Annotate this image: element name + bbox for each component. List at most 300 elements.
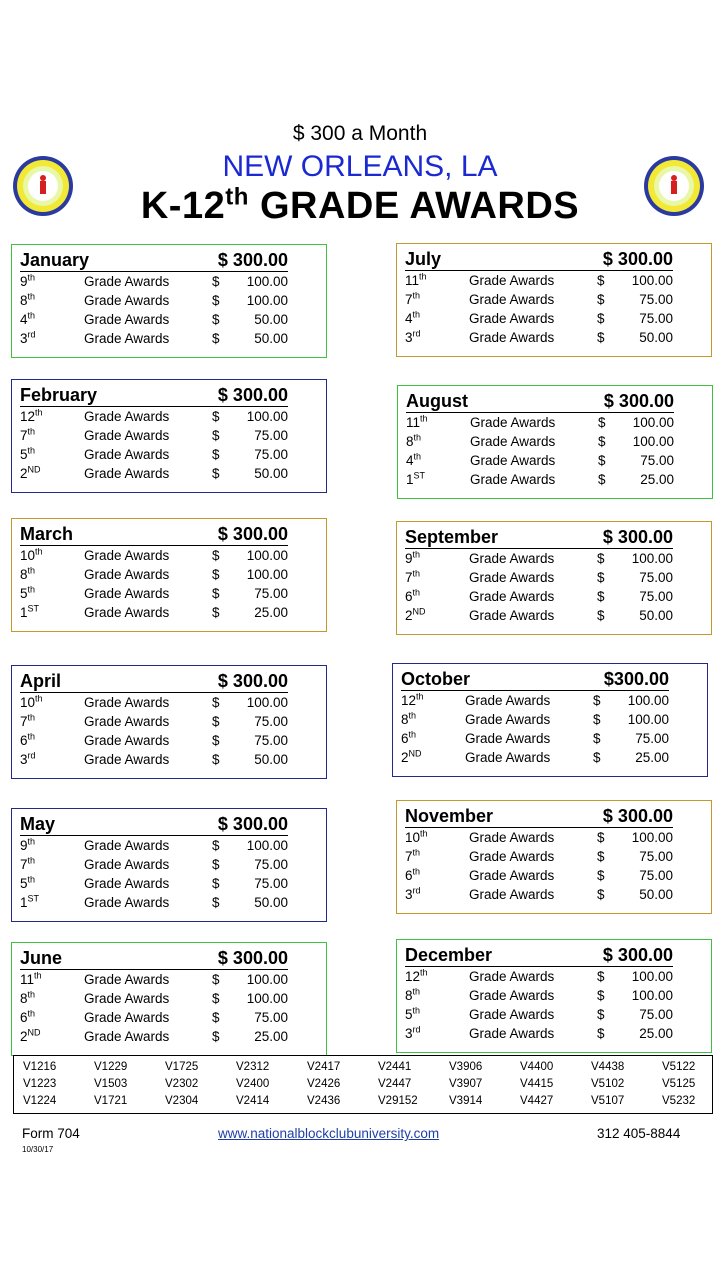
award-label: Grade Awards	[470, 472, 556, 487]
award-amount: 25.00	[639, 1026, 673, 1041]
award-amount: 75.00	[639, 868, 673, 883]
title-monthly-amount: $ 300 a Month	[292, 122, 428, 145]
award-row	[20, 565, 288, 584]
grade-suffix: th	[34, 970, 42, 981]
award-label: Grade Awards	[84, 695, 170, 710]
award-amount: 100.00	[246, 838, 288, 853]
month-total: $ 300.00	[602, 249, 673, 269]
award-amount: 25.00	[640, 472, 674, 487]
page-title	[0, 185, 720, 228]
dollar-sign: $	[212, 466, 220, 481]
award-label: Grade Awards	[469, 570, 555, 585]
award-label: Grade Awards	[469, 292, 555, 307]
grade-suffix: th	[27, 426, 36, 437]
grade-num: 1	[20, 895, 28, 910]
title-sup: th	[225, 183, 249, 211]
code-item: V1216	[23, 1061, 57, 1073]
grade-number	[401, 729, 465, 748]
grade-number	[405, 1005, 469, 1024]
code-item: V3906	[449, 1061, 483, 1073]
code-item: V1224	[23, 1095, 57, 1107]
grade-number	[405, 1024, 469, 1043]
award-row	[20, 874, 288, 893]
award-label: Grade Awards	[469, 988, 555, 1003]
award-amount: 50.00	[639, 330, 673, 345]
form-number: Form 704	[22, 1126, 80, 1141]
grade-number	[20, 565, 84, 584]
award-label: Grade Awards	[84, 838, 170, 853]
award-row	[20, 893, 288, 912]
award-label: Grade Awards	[469, 311, 555, 326]
award-amount: 75.00	[639, 589, 673, 604]
award-amount: 100.00	[632, 415, 674, 430]
code-item: V1725	[165, 1061, 199, 1073]
award-label: Grade Awards	[84, 714, 170, 729]
grade-suffix: th	[416, 691, 424, 702]
award-amount: 75.00	[254, 586, 288, 601]
code-item: V2436	[307, 1095, 341, 1107]
grade-number	[20, 750, 84, 769]
award-label: Grade Awards	[469, 1007, 555, 1022]
grade-suffix: th	[419, 271, 427, 282]
award-row	[20, 407, 288, 426]
grade-num: 12	[405, 969, 421, 984]
award-amount: 100.00	[631, 830, 673, 845]
grade-num: 2	[405, 608, 413, 623]
grade-num: 10	[20, 695, 36, 710]
grade-number	[405, 587, 469, 606]
dollar-sign: $	[212, 586, 220, 601]
grade-suffix: th	[27, 584, 36, 595]
dollar-sign: $	[212, 695, 220, 710]
month-card-march	[11, 518, 327, 632]
grade-number	[406, 413, 470, 432]
month-header	[401, 668, 669, 691]
award-row	[405, 328, 673, 347]
award-amount: 75.00	[254, 876, 288, 891]
month-name: September	[405, 527, 499, 547]
month-header	[405, 248, 673, 271]
grade-suffix: rd	[412, 328, 421, 339]
award-row	[405, 967, 673, 986]
code-item: V4400	[520, 1061, 554, 1073]
dollar-sign: $	[212, 447, 220, 462]
code-item: V5232	[662, 1095, 696, 1107]
grade-num: 7	[20, 428, 28, 443]
award-label: Grade Awards	[84, 857, 170, 872]
award-amount: 100.00	[246, 274, 288, 289]
dollar-sign: $	[597, 868, 605, 883]
award-label: Grade Awards	[470, 453, 556, 468]
dollar-sign: $	[597, 551, 605, 566]
grade-suffix: ND	[412, 606, 426, 617]
award-row	[401, 729, 669, 748]
award-amount: 100.00	[631, 273, 673, 288]
award-row	[405, 271, 673, 290]
grade-num: 3	[20, 331, 28, 346]
grade-number	[405, 606, 469, 625]
award-row	[405, 606, 673, 625]
award-amount: 75.00	[254, 428, 288, 443]
grade-number	[20, 603, 84, 622]
grade-num: 6	[405, 589, 413, 604]
month-name: August	[406, 391, 468, 411]
grade-number	[20, 546, 84, 565]
award-label: Grade Awards	[469, 589, 555, 604]
code-item: V1503	[94, 1078, 128, 1090]
dollar-sign: $	[597, 311, 605, 326]
month-name: April	[20, 671, 62, 691]
grade-suffix: th	[35, 546, 43, 557]
code-item: V1223	[23, 1078, 57, 1090]
code-item: V3914	[449, 1095, 483, 1107]
award-row	[405, 309, 673, 328]
website-link[interactable]: www.nationalblockclubuniversity.com	[218, 1126, 440, 1141]
month-header	[20, 947, 288, 970]
award-label: Grade Awards	[469, 1026, 555, 1041]
month-name: May	[20, 814, 56, 834]
award-label: Grade Awards	[84, 428, 170, 443]
dollar-sign: $	[597, 849, 605, 864]
grade-suffix: th	[408, 710, 417, 721]
grade-num: 9	[20, 274, 28, 289]
grade-number	[20, 464, 84, 483]
grade-number	[405, 967, 469, 986]
grade-suffix: th	[27, 310, 36, 321]
grade-num: 10	[405, 830, 421, 845]
grade-num: 7	[405, 570, 413, 585]
month-name: January	[20, 250, 90, 270]
grade-suffix: th	[27, 874, 36, 885]
month-card-november	[396, 800, 712, 914]
award-amount: 100.00	[631, 988, 673, 1003]
month-total: $ 300.00	[217, 814, 288, 834]
grade-suffix: th	[35, 407, 43, 418]
code-item: V3907	[449, 1078, 483, 1090]
dollar-sign: $	[593, 693, 601, 708]
grade-num: 5	[20, 586, 28, 601]
grade-num: 8	[406, 434, 414, 449]
grade-num: 7	[20, 714, 28, 729]
dollar-sign: $	[597, 570, 605, 585]
month-total: $ 300.00	[602, 945, 673, 965]
award-amount: 25.00	[254, 605, 288, 620]
award-label: Grade Awards	[84, 895, 170, 910]
month-total: $ 300.00	[217, 671, 288, 691]
month-total: $ 300.00	[217, 948, 288, 968]
grade-suffix: ND	[27, 1027, 41, 1038]
award-amount: 100.00	[246, 548, 288, 563]
award-row	[20, 989, 288, 1008]
grade-num: 11	[406, 415, 421, 430]
award-amount: 25.00	[254, 1029, 288, 1044]
grade-number	[20, 970, 84, 989]
month-card-september	[396, 521, 712, 635]
grade-suffix: rd	[27, 750, 36, 761]
grade-number	[20, 291, 84, 310]
grade-suffix: ND	[27, 464, 41, 475]
dollar-sign: $	[593, 731, 601, 746]
code-item: V2400	[236, 1078, 270, 1090]
award-amount: 50.00	[254, 895, 288, 910]
grade-number	[406, 432, 470, 451]
award-label: Grade Awards	[469, 830, 555, 845]
title-city: NEW ORLEANS, LA	[222, 150, 498, 183]
grade-suffix: th	[413, 451, 422, 462]
dollar-sign: $	[597, 273, 605, 288]
grade-suffix: th	[412, 986, 421, 997]
title-main: K-12	[140, 185, 226, 227]
grade-number	[20, 1027, 84, 1046]
award-label: Grade Awards	[84, 991, 170, 1006]
grade-number	[401, 710, 465, 729]
grade-suffix: th	[27, 731, 36, 742]
dollar-sign: $	[212, 331, 220, 346]
dollar-sign: $	[212, 838, 220, 853]
award-label: Grade Awards	[84, 447, 170, 462]
grade-number	[401, 748, 465, 767]
code-item: V4438	[591, 1061, 625, 1073]
grade-suffix: th	[27, 565, 36, 576]
dollar-sign: $	[212, 548, 220, 563]
grade-number	[20, 712, 84, 731]
award-row	[20, 464, 288, 483]
dollar-sign: $	[597, 887, 605, 902]
award-label: Grade Awards	[84, 567, 170, 582]
award-row	[405, 1005, 673, 1024]
award-label: Grade Awards	[469, 330, 555, 345]
grade-suffix: th	[412, 587, 421, 598]
award-amount: 100.00	[246, 293, 288, 308]
award-label: Grade Awards	[84, 605, 170, 620]
award-amount: 75.00	[640, 453, 674, 468]
month-card-february	[11, 379, 327, 493]
award-row	[405, 290, 673, 309]
award-row	[401, 710, 669, 729]
award-label: Grade Awards	[469, 849, 555, 864]
grade-num: 12	[20, 409, 36, 424]
dollar-sign: $	[597, 292, 605, 307]
award-label: Grade Awards	[84, 972, 170, 987]
award-row	[406, 413, 674, 432]
award-label: Grade Awards	[465, 731, 551, 746]
code-item: V1229	[94, 1061, 128, 1073]
award-amount: 75.00	[254, 733, 288, 748]
grade-suffix: th	[412, 847, 421, 858]
grade-suffix: rd	[27, 329, 36, 340]
month-header	[405, 526, 673, 549]
award-row	[20, 272, 288, 291]
month-total: $ 300.00	[603, 391, 674, 411]
award-row	[401, 748, 669, 767]
dollar-sign: $	[212, 428, 220, 443]
award-label: Grade Awards	[84, 274, 170, 289]
grade-num: 1	[406, 472, 414, 487]
award-amount: 100.00	[631, 551, 673, 566]
award-row	[405, 986, 673, 1005]
grade-number	[405, 986, 469, 1005]
award-row	[406, 451, 674, 470]
award-row	[20, 750, 288, 769]
month-header	[406, 390, 674, 413]
dollar-sign: $	[598, 415, 606, 430]
award-amount: 100.00	[627, 712, 669, 727]
grade-suffix: th	[27, 836, 36, 847]
award-row	[20, 855, 288, 874]
award-row	[406, 432, 674, 451]
award-amount: 50.00	[639, 887, 673, 902]
award-label: Grade Awards	[84, 331, 170, 346]
award-row	[20, 445, 288, 464]
dollar-sign: $	[597, 589, 605, 604]
grade-number	[20, 855, 84, 874]
code-item: V2414	[236, 1095, 270, 1107]
dollar-sign: $	[597, 1026, 605, 1041]
dollar-sign: $	[597, 1007, 605, 1022]
award-row	[405, 866, 673, 885]
form-date: 10/30/17	[22, 1145, 54, 1154]
grade-number	[20, 1008, 84, 1027]
month-total: $ 300.00	[602, 806, 673, 826]
award-label: Grade Awards	[84, 409, 170, 424]
award-row	[405, 885, 673, 904]
grade-suffix: th	[27, 445, 36, 456]
month-name: December	[405, 945, 493, 965]
grade-num: 2	[20, 466, 28, 481]
grade-suffix: th	[412, 866, 421, 877]
award-amount: 100.00	[246, 991, 288, 1006]
award-amount: 100.00	[246, 567, 288, 582]
grade-number	[20, 426, 84, 445]
award-label: Grade Awards	[84, 1010, 170, 1025]
grade-number	[20, 731, 84, 750]
dollar-sign: $	[597, 330, 605, 345]
grade-num: 4	[405, 311, 413, 326]
code-item: V2312	[236, 1061, 270, 1073]
award-amount: 50.00	[254, 312, 288, 327]
dollar-sign: $	[212, 895, 220, 910]
award-row	[20, 291, 288, 310]
code-item: V2417	[307, 1061, 341, 1073]
award-amount: 100.00	[631, 969, 673, 984]
award-row	[20, 426, 288, 445]
award-row	[405, 568, 673, 587]
grade-number	[405, 290, 469, 309]
grade-number	[20, 874, 84, 893]
code-item: V29152	[378, 1095, 418, 1107]
dollar-sign: $	[597, 608, 605, 623]
grade-number	[20, 407, 84, 426]
code-item: V5107	[591, 1095, 625, 1107]
month-total: $300.00	[603, 669, 669, 689]
award-row	[20, 310, 288, 329]
award-amount: 75.00	[254, 447, 288, 462]
award-row	[20, 546, 288, 565]
grade-num: 4	[20, 312, 28, 327]
grade-suffix: th	[408, 729, 417, 740]
award-amount: 75.00	[635, 731, 669, 746]
month-header	[20, 670, 288, 693]
grade-num: 10	[20, 548, 36, 563]
award-row	[20, 1027, 288, 1046]
month-card-january	[11, 244, 327, 358]
grade-number	[405, 271, 469, 290]
month-header	[20, 813, 288, 836]
dollar-sign: $	[212, 1029, 220, 1044]
month-total: $ 300.00	[217, 385, 288, 405]
award-label: Grade Awards	[469, 608, 555, 623]
logo-left-icon	[12, 155, 74, 217]
dollar-sign: $	[597, 830, 605, 845]
dollar-sign: $	[598, 434, 606, 449]
dollar-sign: $	[212, 293, 220, 308]
grade-number	[20, 329, 84, 348]
award-amount: 75.00	[639, 1007, 673, 1022]
award-row	[20, 970, 288, 989]
grade-suffix: th	[413, 432, 422, 443]
month-card-july	[396, 243, 712, 357]
award-row	[20, 836, 288, 855]
dollar-sign: $	[598, 453, 606, 468]
dollar-sign: $	[212, 752, 220, 767]
award-amount: 75.00	[254, 857, 288, 872]
award-label: Grade Awards	[465, 712, 551, 727]
grade-number	[20, 310, 84, 329]
code-item: V2302	[165, 1078, 199, 1090]
grade-num: 6	[20, 733, 28, 748]
grade-num: 9	[20, 838, 28, 853]
dollar-sign: $	[212, 972, 220, 987]
award-row	[20, 329, 288, 348]
month-name: October	[401, 669, 471, 689]
grade-num: 7	[20, 857, 28, 872]
award-amount: 100.00	[627, 693, 669, 708]
award-label: Grade Awards	[469, 273, 555, 288]
code-item: V1721	[94, 1095, 128, 1107]
award-label: Grade Awards	[84, 466, 170, 481]
award-amount: 100.00	[246, 695, 288, 710]
grade-number	[20, 445, 84, 464]
grade-suffix: th	[412, 1005, 421, 1016]
month-card-may	[11, 808, 327, 922]
dollar-sign: $	[597, 988, 605, 1003]
award-label: Grade Awards	[84, 548, 170, 563]
award-row	[20, 584, 288, 603]
award-row	[20, 693, 288, 712]
grade-suffix: th	[412, 549, 421, 560]
grade-num: 4	[406, 453, 414, 468]
dollar-sign: $	[212, 857, 220, 872]
grade-suffix: th	[420, 828, 428, 839]
grade-number	[20, 893, 84, 912]
award-label: Grade Awards	[469, 868, 555, 883]
month-total: $ 300.00	[602, 527, 673, 547]
award-label: Grade Awards	[470, 434, 556, 449]
grade-num: 8	[20, 293, 28, 308]
award-row	[405, 1024, 673, 1043]
grade-num: 7	[405, 849, 413, 864]
grade-suffix: th	[27, 272, 36, 283]
grade-suffix: rd	[412, 885, 421, 896]
award-amount: 100.00	[246, 409, 288, 424]
grade-num: 3	[405, 330, 413, 345]
grade-number	[20, 693, 84, 712]
award-row	[401, 691, 669, 710]
award-row	[405, 549, 673, 568]
award-label: Grade Awards	[465, 693, 551, 708]
grade-suffix: ST	[413, 470, 426, 481]
award-amount: 50.00	[639, 608, 673, 623]
